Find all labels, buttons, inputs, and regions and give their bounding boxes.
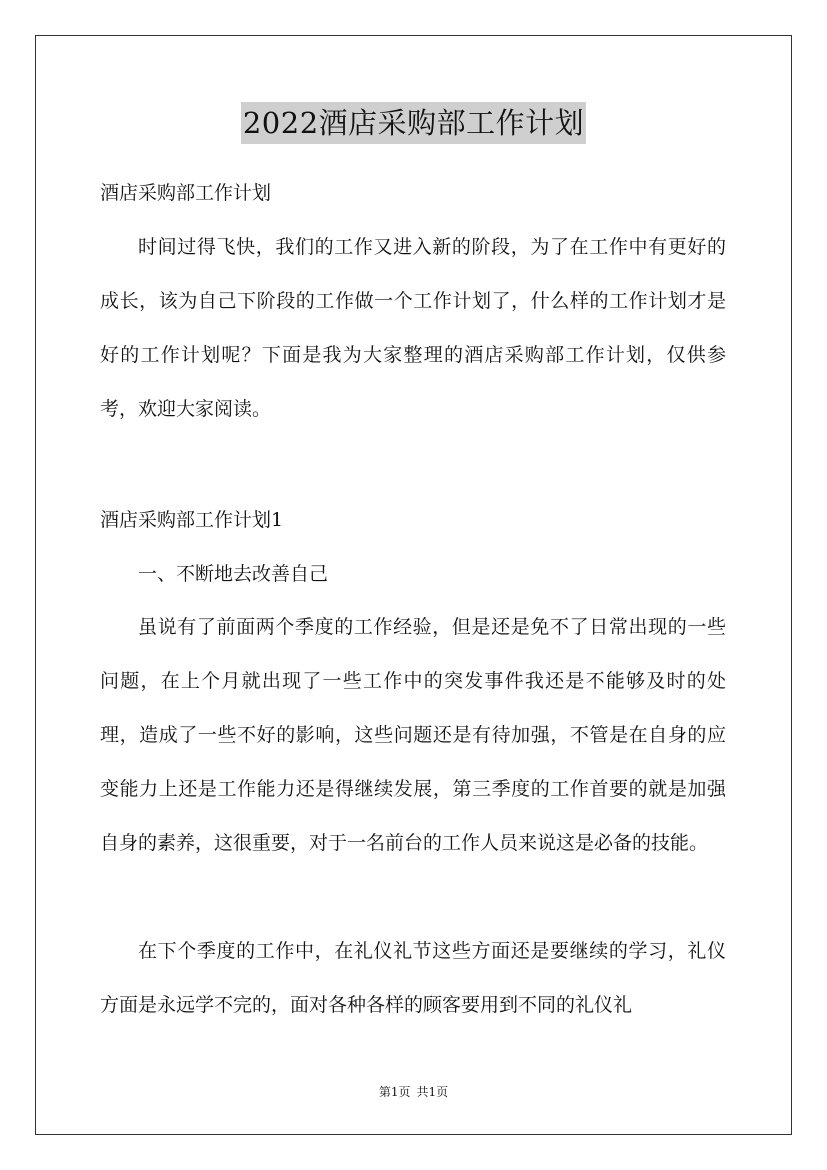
document-title: 2022酒店采购部工作计划 [241, 102, 586, 144]
section-subheading: 一、不断地去改善自己 [138, 563, 329, 585]
title-container [0, 102, 827, 144]
intro-heading: 酒店采购部工作计划 [100, 182, 272, 204]
page-footer [0, 1083, 827, 1101]
body-paragraph-2: 在下个季度的工作中，在礼仪礼节这些方面还是要继续的学习，礼仪方面是永远学不完的，面对各种各样的顾客要用到不同的礼仪礼 [100, 940, 726, 1016]
page-number: 第1页 [378, 1085, 411, 1099]
section-heading: 酒店采购部工作计划1 [100, 509, 284, 531]
page-total: 共1页 [416, 1085, 449, 1099]
intro-paragraph: 时间过得飞快，我们的工作又进入新的阶段，为了在工作中有更好的成长，该为自己下阶段的工作做一个工作计划了，什么样的工作计划才是好的工作计划呢？下面是我为大家整理的酒店采购部工作计划，仅供参考，欢迎大家阅读。 [100, 236, 726, 420]
body-paragraph-1: 虽说有了前面两个季度的工作经验，但是还是免不了日常出现的一些问题，在上个月就出现了一些工作中的突发事件我还是不能够及时的处理，造成了一些不好的影响，这些问题还是有待加强，不管是在自身的应变能力上还是工作能力还是得继续发展，第三季度的工作首要的就是加强自身的素养，这很重要，对于一名前台的工作人员来说这是必备的技能。 [100, 616, 726, 854]
